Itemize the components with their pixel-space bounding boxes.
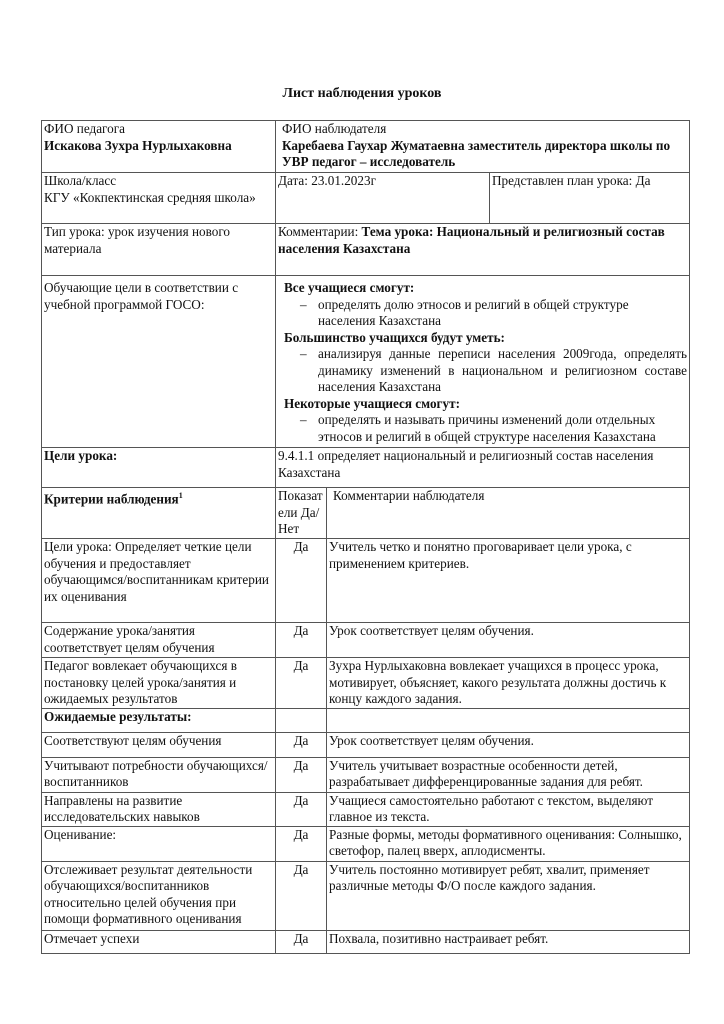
comment-cell: Учитель постоянно мотивирует ребят, хвалит, применяет различные методы Ф/О после каждого задания. — [327, 861, 690, 930]
comment-cell — [327, 708, 690, 732]
teacher-name: Искакова Зухра Нурлыхаковна — [44, 137, 232, 153]
observation-sheet — [41, 120, 689, 954]
comment-cell: Урок соответствует целям обучения. — [327, 623, 690, 658]
criterion-cell: Направлены на развитие исследовательских навыков — [42, 792, 276, 826]
table-row — [42, 757, 690, 792]
indicator-cell: Да — [276, 732, 327, 757]
school-label: Школа/класс — [44, 173, 117, 188]
table-row — [42, 539, 690, 623]
lesson-type-cell: Тип урока: урок изучения нового материала — [42, 224, 276, 276]
comment-cell: Разные формы, методы формативного оценивания: Солнышко, светофор, палец вверх, аплодисменты. — [327, 826, 690, 861]
lesson-topic: Тема урока: Национальный и религиозный состав населения Казахстана — [278, 224, 665, 256]
names-row — [42, 121, 690, 173]
document-title: Лист наблюдения уроков — [282, 86, 442, 101]
comment-cell: Учитель четко и понятно проговаривает цели урока, с применением критериев. — [327, 539, 690, 623]
objectives-label: Обучающие цели в соответствии с учебной программой ГОСО: — [42, 276, 276, 448]
indicator-cell: Да — [276, 539, 327, 623]
criterion-cell: Отслеживает результат деятельности обучающихся/воспитанников относительно целей обучения при помощи формативного оценивания — [42, 861, 276, 930]
comment-cell: Похвала, позитивно настраивает ребят. — [327, 930, 690, 953]
criterion-cell: Оценивание: — [42, 826, 276, 861]
comment-cell: Зухра Нурлыхаковна вовлекает учащихся в процесс урока, мотивирует, объясняет, какого результата должны достичь к концу каждого задания. — [327, 658, 690, 709]
objectives-row — [42, 276, 690, 448]
observer-label: ФИО наблюдателя — [282, 121, 387, 136]
school-cell — [42, 173, 276, 224]
indicator-cell: Да — [276, 623, 327, 658]
teacher-label: ФИО педагога — [44, 121, 125, 136]
footnote-marker: 1 — [178, 491, 183, 500]
indicator-cell: Да — [276, 861, 327, 930]
table-row — [42, 623, 690, 658]
objectives-group-list — [278, 297, 687, 330]
criterion-cell: Содержание урока/занятия соответствует целям обучения — [42, 623, 276, 658]
indicator-cell — [276, 708, 327, 732]
table-row — [42, 930, 690, 953]
criterion-cell: Отмечает успехи — [42, 930, 276, 953]
indicator-cell: Да — [276, 658, 327, 709]
indicator-cell: Да — [276, 792, 327, 826]
criterion-cell: Ожидаемые результаты: — [42, 708, 276, 732]
objective-item: – определять долю этносов и религий в общей структуре населения Казахстана — [278, 297, 687, 330]
observer-name: Каребаева Гаухар Жуматаевна заместитель директора школы по УВР педагог – исследователь — [282, 137, 671, 169]
table-row — [42, 861, 690, 930]
objectives-group-list — [278, 412, 687, 445]
observer-cell — [276, 121, 690, 173]
criteria-header — [42, 488, 276, 539]
criterion-cell: Цели урока: Определяет четкие цели обучения и предоставляет обучающимся/воспитанникам критерии их оценивания — [42, 539, 276, 623]
criterion-cell: Педагог вовлекает обучающихся в постановку целей урока/занятия и ожидаемых результатов — [42, 658, 276, 709]
table-row — [42, 792, 690, 826]
objectives-group-heading: Большинство учащихся будут уметь: — [284, 329, 505, 345]
school-row — [42, 173, 690, 224]
criteria-header-row — [42, 488, 690, 539]
table-row — [42, 708, 690, 732]
school-name: КГУ «Кокпектинская средняя школа» — [44, 189, 256, 205]
indicator-cell: Да — [276, 826, 327, 861]
comments-header: Комментарии наблюдателя — [327, 488, 690, 539]
comments-label: Комментарии: — [278, 224, 362, 239]
comment-cell: Урок соответствует целям обучения. — [327, 732, 690, 757]
table-row — [42, 658, 690, 709]
indicator-cell: Да — [276, 930, 327, 953]
objectives-group-heading: Все учащиеся смогут: — [284, 280, 415, 295]
lesson-goals-label: Цели урока: — [42, 448, 276, 488]
objective-item: – определять и называть причины изменений доли отдельных этносов и религий в общей структуре населения Казахстана — [278, 412, 687, 445]
criterion-cell: Соответствуют целям обучения — [42, 732, 276, 757]
table-row — [42, 826, 690, 861]
date-cell: Дата: 23.01.2023г — [276, 173, 490, 224]
comment-cell: Учащиеся самостоятельно работают с текстом, выделяют главное из текста. — [327, 792, 690, 826]
objectives-group-list — [278, 346, 687, 396]
indicators-header: Показатели Да/Нет — [276, 488, 327, 539]
indicator-cell: Да — [276, 757, 327, 792]
lesson-goals-value: 9.4.1.1 определяет национальный и религиозный состав населения Казахстана — [276, 448, 690, 488]
lesson-type-row — [42, 224, 690, 276]
teacher-cell — [42, 121, 276, 173]
plan-presented-cell: Представлен план урока: Да — [490, 173, 690, 224]
observation-table — [41, 120, 690, 954]
lesson-goals-row — [42, 448, 690, 488]
objectives-group-heading: Некоторые учащиеся смогут: — [284, 395, 460, 411]
objectives-cell — [276, 276, 690, 448]
criteria-header-label: Критерии наблюдения — [44, 491, 179, 507]
table-row — [42, 732, 690, 757]
criterion-cell: Учитывают потребности обучающихся/воспитанников — [42, 757, 276, 792]
topic-cell — [276, 224, 690, 276]
comment-cell: Учитель учитывает возрастные особенности детей, разрабатывает дифференцированные задания для ребят. — [327, 757, 690, 792]
objective-item: – анализируя данные переписи населения 2009года, определять динамику изменений в национальном и религиозном составе населения Казахстана — [278, 346, 687, 396]
